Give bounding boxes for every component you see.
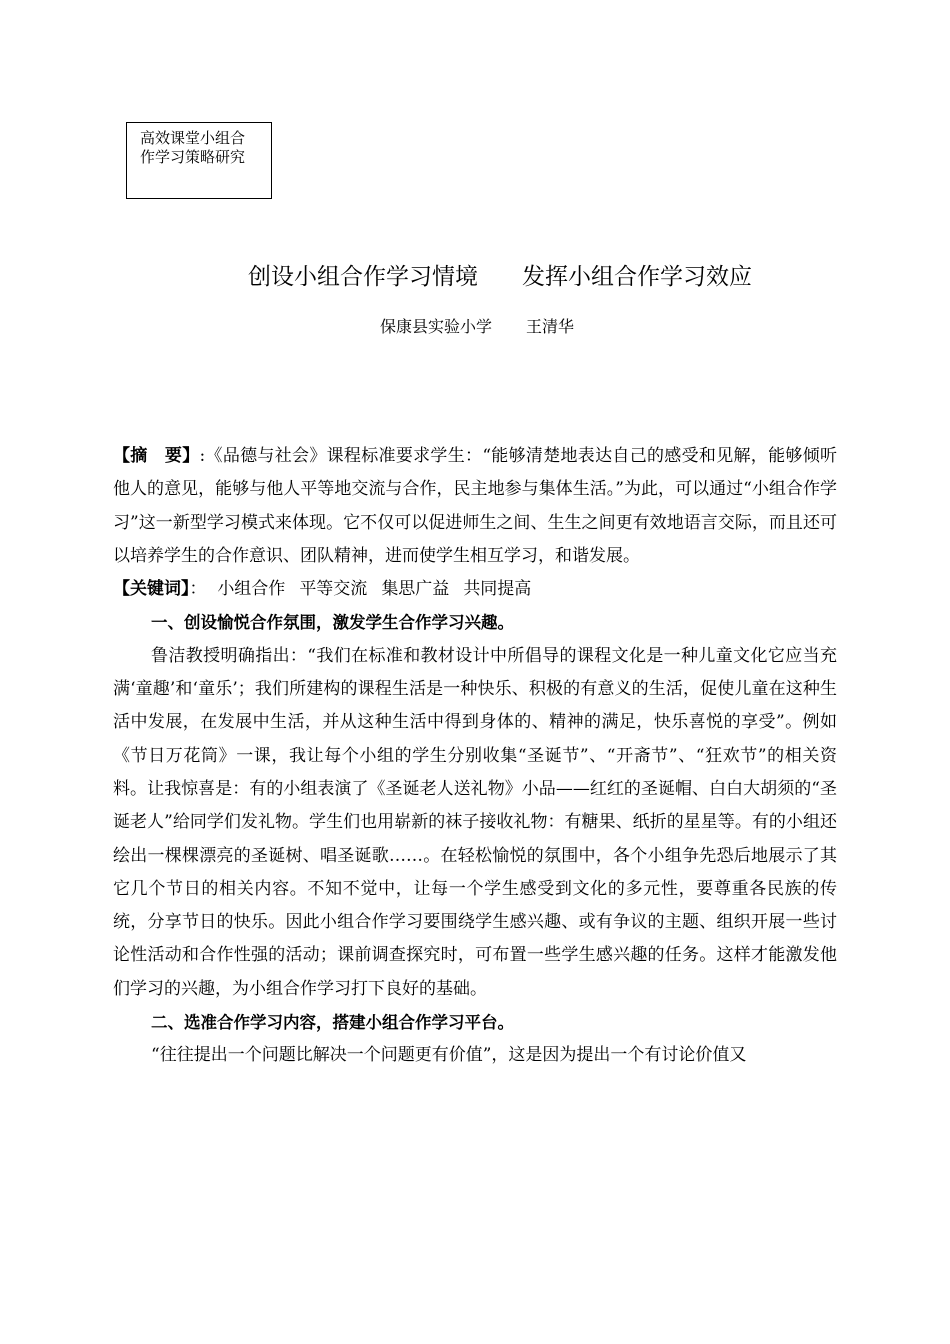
keyword-item: 集思广益: [381, 579, 450, 600]
document-body: [113, 440, 837, 1073]
keywords-paragraph: [113, 573, 837, 606]
abstract-text: :《品德与社会》课程标准要求学生：“能够清楚地表达自己的感受和见解，能够倾听他人的意见，能够与他人平等地交流与合作，民主地参与集体生活。”为此，可以通过“小组合作学习”这一新型学习模式来体现。它不仅可以促进师生之间、生生之间更有效地语言交际，而且还可以培养学生的合作意识、团队精神，进而使学生相互学习，和谐发展。: [113, 446, 837, 566]
abstract-paragraph: [113, 440, 837, 573]
keyword-item: 共同提高: [463, 579, 532, 600]
keywords-label: 【关键词】: [113, 579, 190, 600]
section2-heading: 二、选准合作学习内容，搭建小组合作学习平台。: [151, 1013, 514, 1033]
page-title: [248, 258, 752, 291]
keyword-item: 平等交流: [299, 579, 368, 600]
topic-box-line2: 作学习策略研究: [140, 148, 246, 166]
abstract-label: 【摘 要】: [113, 446, 200, 466]
section2-paragraph: “往往提出一个问题比解决一个问题更有价值”，这是因为提出一个有讨论价值又: [151, 1045, 747, 1066]
topic-box-line1: 高效课堂小组合: [140, 129, 246, 147]
keyword-item: 小组合作: [217, 579, 286, 600]
author-school: 保康县实验小学: [380, 317, 493, 336]
topic-box: [126, 122, 272, 199]
title-part1: 创设小组合作学习情境: [248, 264, 478, 290]
section1-paragraph: 鲁洁教授明确指出：“我们在标准和教材设计中所倡导的课程文化是一种儿童文化它应当充满‘童趣’和‘童乐’；我们所建构的课程生活是一种快乐、积极的有意义的生活，促使儿童在这种生活中发展，在发展中生活，并从这种生活中得到身体的、精神的满足，快乐喜悦的享受”。例如《节日万花筒》一课，我让每个小组的学生分别收集“圣诞节”、“开斋节”、“狂欢节”的相关资料。让我惊喜是：有的小组表演了《圣诞老人送礼物》小品——红红的圣诞帽、白白大胡须的“圣诞老人”给同学们发礼物。学生们也用崭新的袜子接收礼物：有糖果、纸折的星星等。有的小组还绘出一棵棵漂亮的圣诞树、唱圣诞歌……。在轻松愉悦的氛围中，各个小组争先恐后地展示了其它几个节日的相关内容。不知不觉中，让每一个学生感受到文化的多元性，要尊重各民族的传统，分享节日的快乐。因此小组合作学习要围绕学生感兴趣、或有争议的主题、组织开展一些讨论性活动和合作性强的活动；课前调查探究时，可布置一些学生感兴趣的任务。这样才能激发他们学习的兴趣，为小组合作学习打下良好的基础。: [113, 645, 837, 999]
title-part2: 发挥小组合作学习效应: [522, 264, 752, 290]
author-name: 王清华: [526, 317, 575, 336]
section1-heading: 一、创设愉悦合作氛围，激发学生合作学习兴趣。: [151, 613, 514, 633]
keywords-separator: ：: [189, 579, 207, 600]
author-line: [380, 314, 574, 337]
